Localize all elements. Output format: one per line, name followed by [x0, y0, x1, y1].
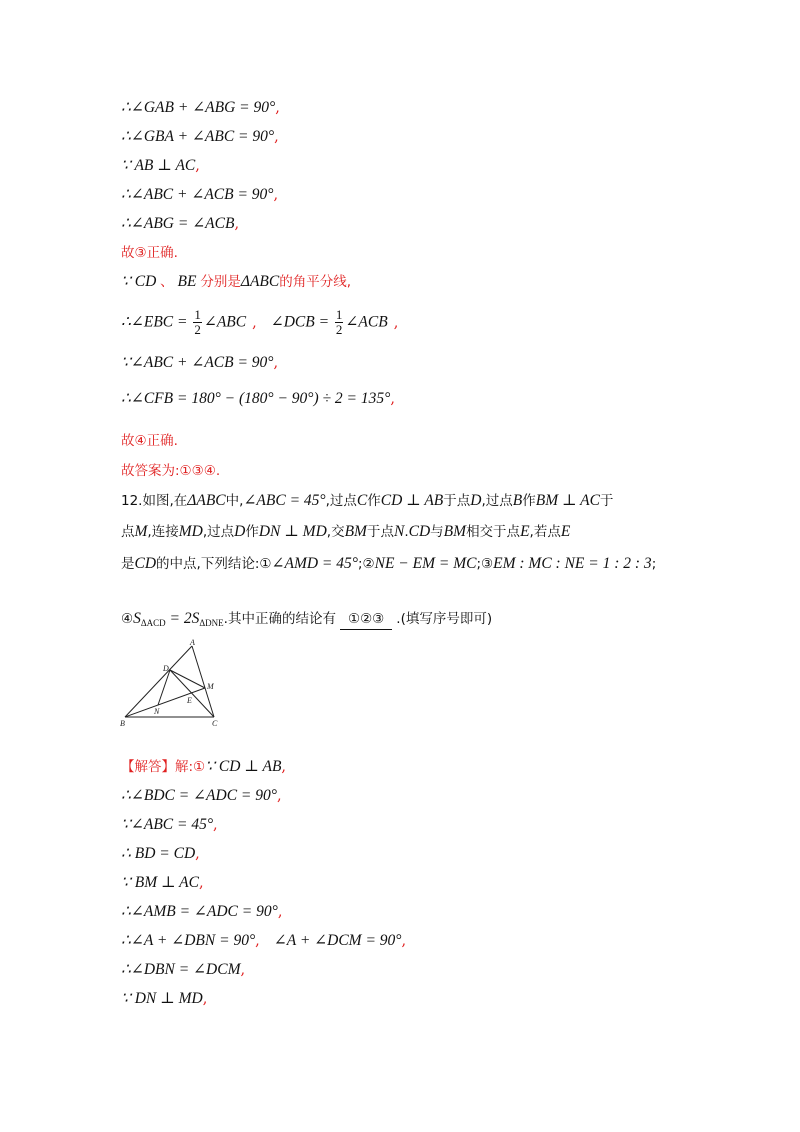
answer-blank: ①②③ — [340, 609, 392, 630]
proof-line-5: ∴∠ABG = ∠ACB, — [121, 215, 240, 232]
label-a: A — [190, 639, 195, 647]
solution-line-6: ∴∠AMB = ∠ADC = 90°, — [121, 903, 283, 920]
proof-line-1: ∴∠GAB + ∠ABG = 90°, — [121, 99, 280, 116]
proof-line-10: ∴∠CFB = 180° − (180° − 90°) ÷ 2 = 135°, — [121, 390, 395, 407]
proof-line-4: ∴∠ABC + ∠ACB = 90°, — [121, 186, 279, 203]
label-d: D — [163, 664, 169, 673]
fraction-one-half: $\frac{1}{2}$ — [194, 307, 201, 337]
conclusion-3: 故③正确. — [121, 245, 178, 261]
question-12-line-2: 点M,连接MD,过点D作DN ⊥ MD,交BM于点N.CD与BM相交于点E,若点E — [121, 523, 571, 540]
label-b: B — [120, 719, 125, 728]
solution-line-7: ∴∠A + ∠DBN = 90°, ∠A + ∠DCM = 90°, — [121, 932, 407, 949]
question-12-line-1: 12.如图,在ΔABC中,∠ABC = 45°,过点C作CD ⊥ AB于点D,过点B作BM ⊥ AC于 — [121, 492, 614, 509]
proof-line-halves: ∴∠EBC = $\frac{1}{2}$ ∠ABC , ∠DCB = $\frac{1}{2}$ ∠ACB , — [121, 307, 399, 337]
label-e: E — [187, 696, 192, 705]
solution-line-4: ∴ BD = CD, — [121, 845, 200, 862]
solution-line-9: ∵ DN ⊥ MD, — [121, 990, 208, 1007]
final-answer: 故答案为:①③④. — [121, 463, 221, 479]
label-n: N — [154, 707, 160, 716]
fraction-one-half: $\frac{1}{2}$ — [335, 307, 343, 337]
solution-line-3: ∵∠ABC = 45°, — [121, 816, 218, 833]
figure-lines — [125, 646, 214, 717]
solution-line-5: ∵ BM ⊥ AC, — [121, 874, 204, 891]
segment-dc — [170, 670, 214, 717]
segment-bm — [125, 688, 205, 717]
proof-line-bisectors: ∵ CD 、 BE 分别是ΔABC的角平分线, — [121, 273, 352, 290]
question-12-line-4: $④S_{\Delta ACD} = 2S_{\Delta DNE}$.其中正确的结论有 ①②③ .(填写序号即可) — [121, 610, 493, 628]
solution-line-1: 【解答】解:①∵ CD ⊥ AB, — [121, 758, 287, 775]
label-m: M — [207, 682, 214, 691]
solution-line-2: ∴∠BDC = ∠ADC = 90°, — [121, 787, 282, 804]
proof-line-2: ∴∠GBA + ∠ABC = 90°, — [121, 128, 279, 145]
proof-line-9: ∵∠ABC + ∠ACB = 90°, — [121, 354, 279, 371]
question-12-line-3: 是CD的中点,下列结论:①∠AMD = 45°;②NE − EM = MC;③EM : MC : NE = 1 : 2 : 3; — [121, 555, 657, 572]
conclusion-4: 故④正确. — [121, 433, 178, 449]
label-c: C — [212, 719, 218, 728]
triangle-figure — [119, 639, 223, 731]
proof-line-3: ∵ AB ⊥ AC, — [121, 157, 200, 174]
solution-line-8: ∴∠DBN = ∠DCM, — [121, 961, 246, 978]
